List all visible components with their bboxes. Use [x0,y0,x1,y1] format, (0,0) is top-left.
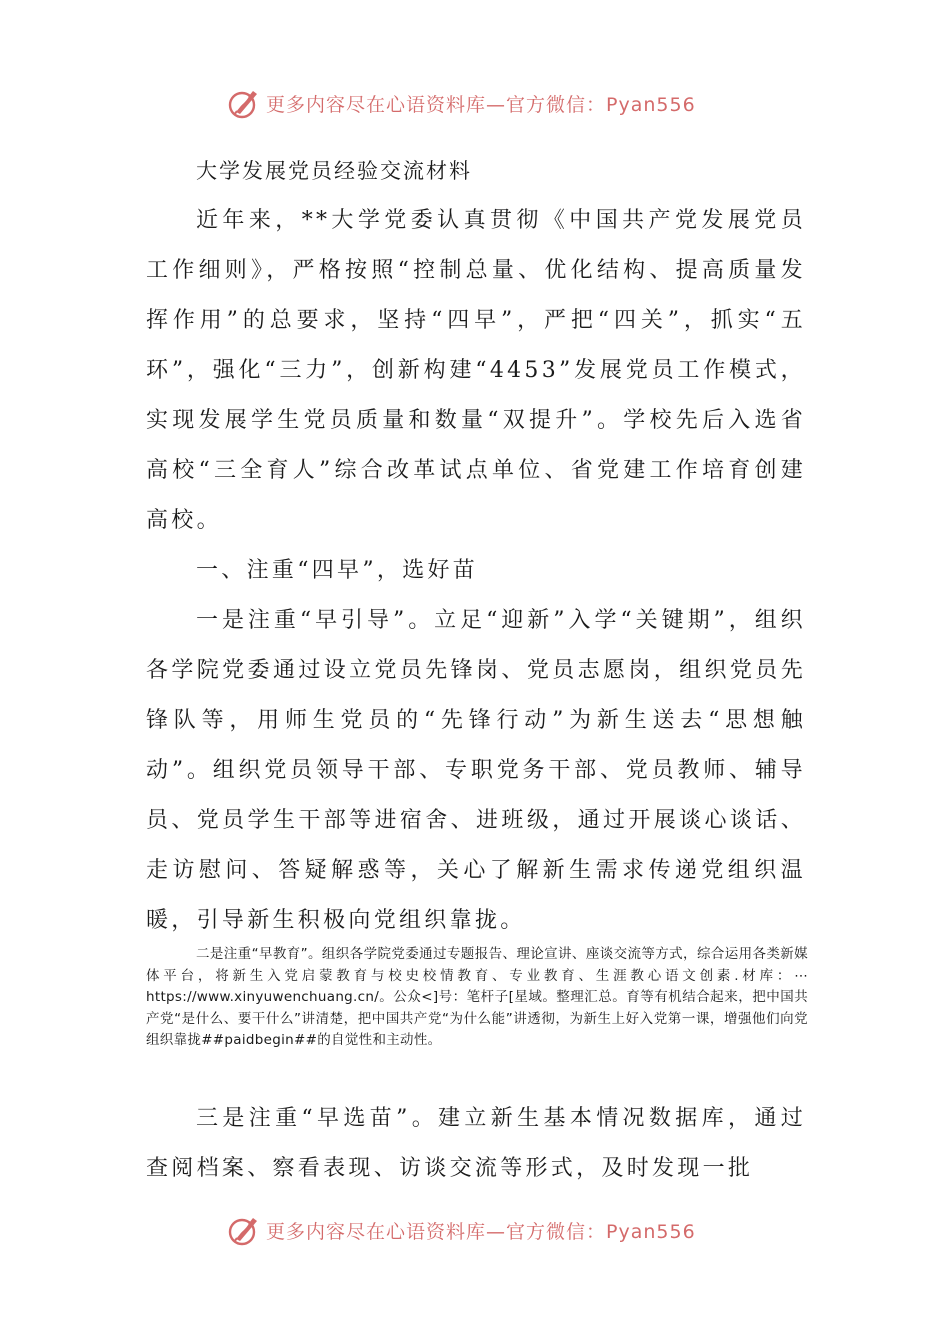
section-heading-1: 一、注重“四早”，选好苗 [196,558,479,583]
watermark-banner-top [226,83,696,123]
watermark-text: 更多内容尽在心语资料库—官方微信：Pyan556 [266,1220,696,1243]
quill-logo-icon [226,1212,262,1248]
paragraph-early-guidance: 一是注重“早引导”。立足“迎新”入学“关键期”，组织各学院党委通过设立党员先锋岗、党员志愿岗，组织党员先锋队等，用师生党员的“先锋行动”为新生送去“思想触动”。组织党员领导干部、专职党务干部、党员教师、辅导员、党员学生干部等进宿舍、进班级，通过开展谈心谈话、走访慰问、答疑解惑等，关心了解新生需求传递党组织温暖，引导新生积极向党组织靠拢。 [146,608,806,933]
paragraph-early-selection: 三是注重“早选苗”。建立新生基本情况数据库，通过查阅档案、察看表现、访谈交流等形式，及时发现一批 [146,1106,806,1181]
quill-logo-icon [226,85,262,121]
document-title: 大学发展党员经验交流材料 [196,159,472,183]
paragraph-early-education: 二是注重“早教育”。组织各学院党委通过专题报告、理论宣讲、座谈交流等方式，综合运用各类新媒体平台，将新生入党启蒙教育与校史校情教育、专业教育、生涯教心语文创素.材库：⋯https://www.xinyuwenchuang.cn/。公众<]号：笔杆子[星域。整理汇总。育等有机结合起来，把中国共产党“是什么、要干什么”讲清楚，把中国共产党“为什么能”讲透彻，为新生上好入党第一课，增强他们向党组织靠拢##paidbegin##的自觉性和主动性。 [146,946,808,1048]
intro-paragraph: 近年来，**大学党委认真贯彻《中国共产党发展党员工作细则》，严格按照“控制总量、优化结构、提高质量发挥作用”的总要求，坚持“四早”，严把“四关”，抓实“五环”，强化“三力”，创新构建“4453”发展党员工作模式，实现发展学生党员质量和数量“双提升”。学校先后入选省高校“三全育人”综合改革试点单位、省党建工作培育创建高校。 [146,208,806,533]
watermark-text: 更多内容尽在心语资料库—官方微信：Pyan556 [266,93,696,116]
watermark-banner-bottom [226,1210,696,1250]
